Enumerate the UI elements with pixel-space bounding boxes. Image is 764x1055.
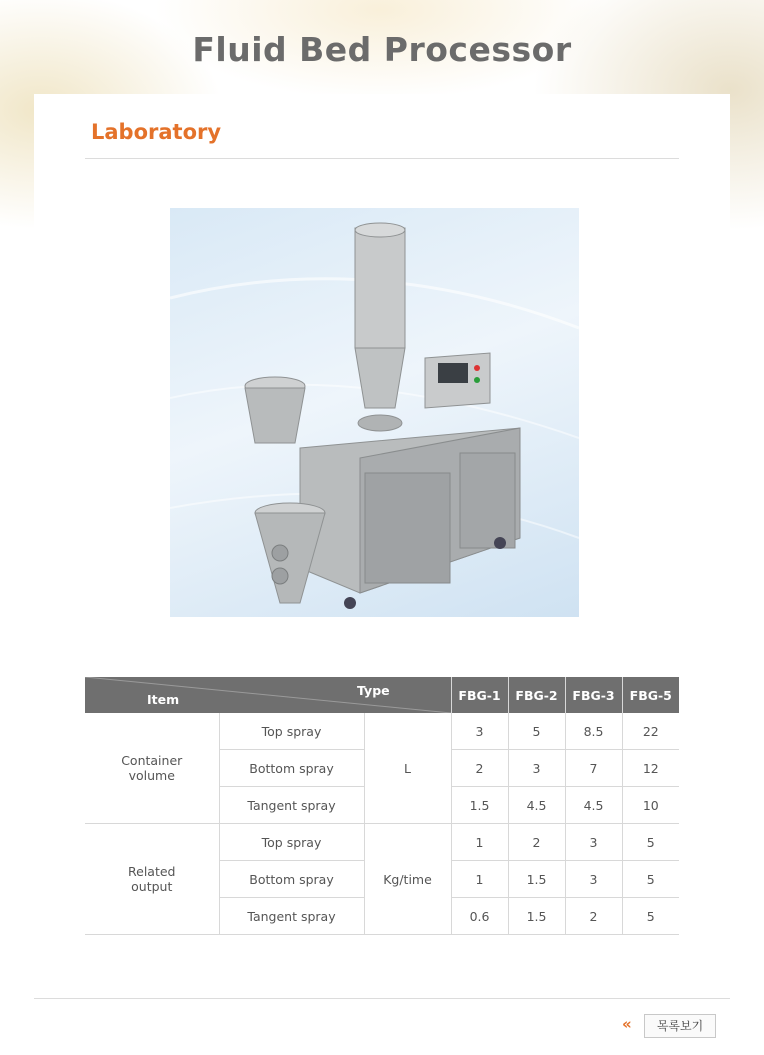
header-model-fbg1: FBG-1 [451, 677, 508, 713]
product-image [170, 208, 579, 617]
spray-method: Bottom spray [219, 750, 364, 787]
group-label-container-volume: Container volume [85, 713, 219, 824]
table-cell: 5 [508, 713, 565, 750]
header-model-fbg2: FBG-2 [508, 677, 565, 713]
header-item-label: Item [147, 692, 180, 707]
spray-method: Bottom spray [219, 861, 364, 898]
group-label-related-output: Related output [85, 824, 219, 935]
fluid-bed-machine-illustration [170, 208, 579, 617]
table-cell: 3 [565, 824, 622, 861]
spray-method: Top spray [219, 713, 364, 750]
table-row [85, 713, 679, 750]
table-cell: 7 [565, 750, 622, 787]
content-panel [34, 94, 730, 1055]
table-cell: 0.6 [451, 898, 508, 935]
list-view-button[interactable]: 목록보기 [644, 1014, 716, 1038]
table-cell: 2 [565, 898, 622, 935]
table-cell: 5 [622, 898, 679, 935]
section-divider [85, 158, 679, 159]
spray-method: Tangent spray [219, 898, 364, 935]
spec-table [85, 677, 679, 935]
header-type-label: Type [357, 683, 390, 698]
table-cell: 8.5 [565, 713, 622, 750]
spray-method: Tangent spray [219, 787, 364, 824]
table-cell: 3 [451, 713, 508, 750]
table-cell: 12 [622, 750, 679, 787]
table-cell: 4.5 [508, 787, 565, 824]
table-cell: 2 [451, 750, 508, 787]
header-model-fbg3: FBG-3 [565, 677, 622, 713]
header-model-fbg5: FBG-5 [622, 677, 679, 713]
spray-method: Top spray [219, 824, 364, 861]
double-chevron-left-icon: « [622, 1015, 632, 1033]
table-cell: 3 [508, 750, 565, 787]
section-title: Laboratory [91, 120, 222, 144]
table-cell: 5 [622, 861, 679, 898]
footer-divider [34, 998, 730, 999]
table-cell: 4.5 [565, 787, 622, 824]
table-cell: 1 [451, 824, 508, 861]
item-type-header [85, 677, 451, 713]
table-cell: 10 [622, 787, 679, 824]
page-title: Fluid Bed Processor [192, 30, 572, 69]
table-cell: 1.5 [508, 898, 565, 935]
header-diagonal-line [85, 677, 451, 713]
table-cell: 1.5 [508, 861, 565, 898]
table-cell: 5 [622, 824, 679, 861]
table-header-row [85, 677, 679, 713]
table-cell: 3 [565, 861, 622, 898]
unit-label: Kg/time [364, 824, 451, 935]
unit-label: L [364, 713, 451, 824]
table-row [85, 824, 679, 861]
table-cell: 2 [508, 824, 565, 861]
table-cell: 22 [622, 713, 679, 750]
table-cell: 1 [451, 861, 508, 898]
table-cell: 1.5 [451, 787, 508, 824]
